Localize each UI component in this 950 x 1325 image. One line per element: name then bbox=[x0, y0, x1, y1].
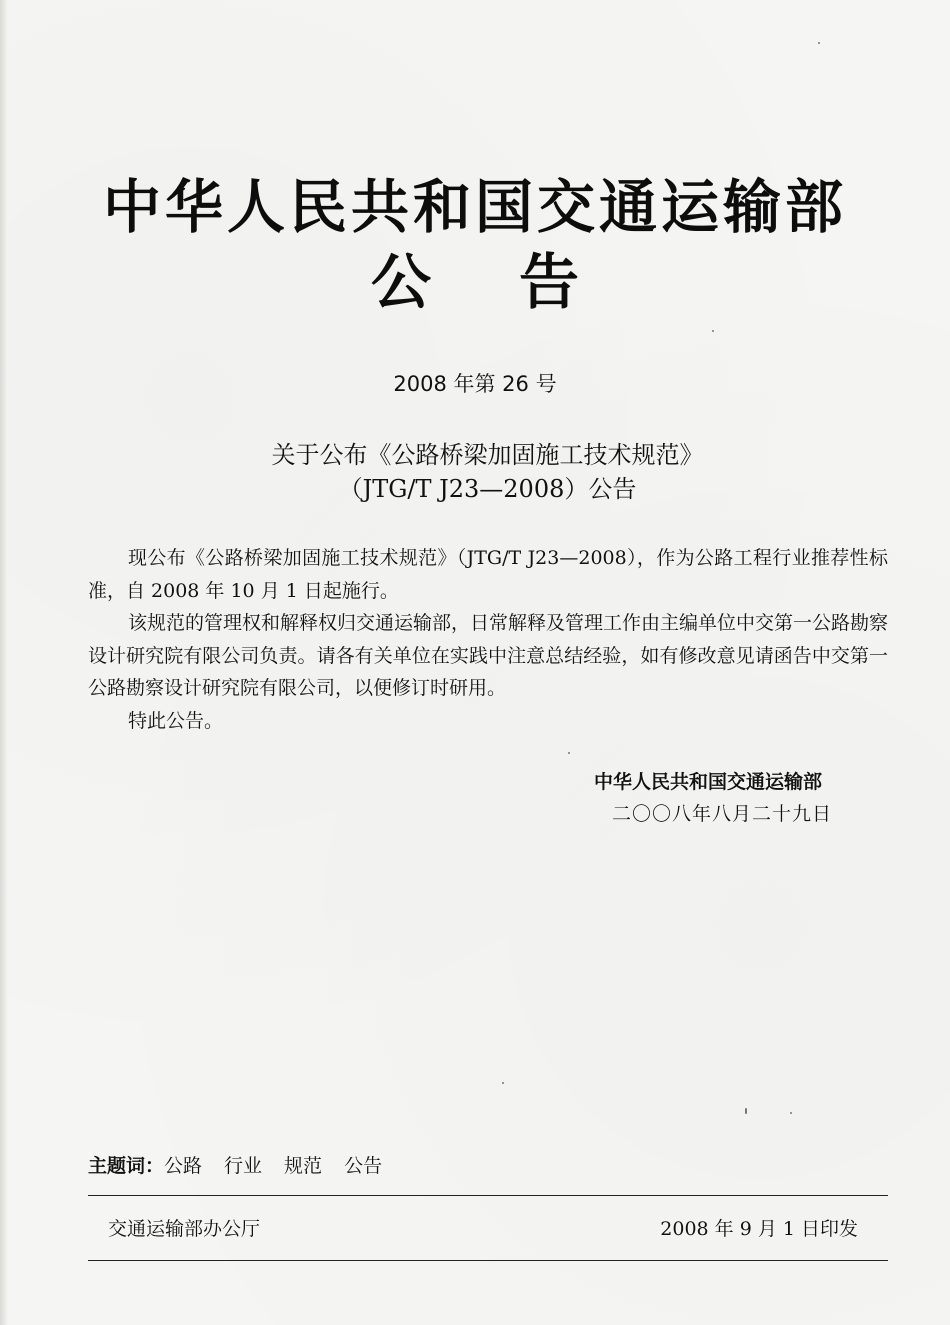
body-paragraph: 特此公告。 bbox=[128, 709, 224, 732]
scan-speck bbox=[502, 1082, 504, 1084]
body-text bbox=[88, 542, 888, 737]
footer-rule-top bbox=[88, 1195, 888, 1196]
keyword: 公告 bbox=[344, 1155, 383, 1177]
scan-speck bbox=[568, 752, 570, 754]
document-title-line-1: 关于公布《公路桥梁加固施工技术规范》 bbox=[271, 441, 704, 469]
ministry-title: 中华人民共和国交通运输部 bbox=[102, 173, 847, 241]
announcement-heading bbox=[0, 248, 950, 318]
scan-speck bbox=[790, 1112, 792, 1114]
announcement-heading-right: 告 bbox=[519, 248, 579, 318]
body-paragraph: 现公布《公路桥梁加固施工技术规范》（JTG/T J23—2008），作为公路工程行业推荐性标准，自 2008 年 10 月 1 日起施行。 bbox=[88, 547, 888, 602]
keyword: 行业 bbox=[224, 1155, 263, 1177]
footer-rule-bottom bbox=[88, 1260, 888, 1261]
signature-issuer: 中华人民共和国交通运输部 bbox=[594, 771, 823, 793]
signature-date: 二〇〇八年八月二十九日 bbox=[612, 803, 833, 825]
scan-speck bbox=[745, 1108, 747, 1114]
scan-speck bbox=[712, 330, 714, 332]
body-paragraph: 该规范的管理权和解释权归交通运输部，日常解释及管理工作由主编单位中交第一公路勘察设计研究院有限公司负责。请各有关单位在实践中注意总结经验，如有修改意见请函告中交第一公路勘察设计研究院有限公司，以便修订时研用。 bbox=[88, 612, 889, 699]
footer-print-date: 2008 年 9 月 1 日印发 bbox=[660, 1218, 858, 1240]
keywords-label: 主题词： bbox=[88, 1155, 165, 1177]
document-title bbox=[0, 438, 950, 506]
footer-office: 交通运输部办公厅 bbox=[108, 1218, 261, 1240]
keyword: 规范 bbox=[284, 1155, 323, 1177]
keyword: 公路 bbox=[164, 1155, 203, 1177]
scan-speck bbox=[818, 42, 820, 44]
keywords-line bbox=[88, 1152, 404, 1180]
document-title-line-2: （JTG/T J23—2008）公告 bbox=[338, 475, 637, 503]
announcement-heading-left: 公 bbox=[371, 248, 431, 318]
issue-number: 2008 年第 26 号 bbox=[393, 372, 557, 396]
